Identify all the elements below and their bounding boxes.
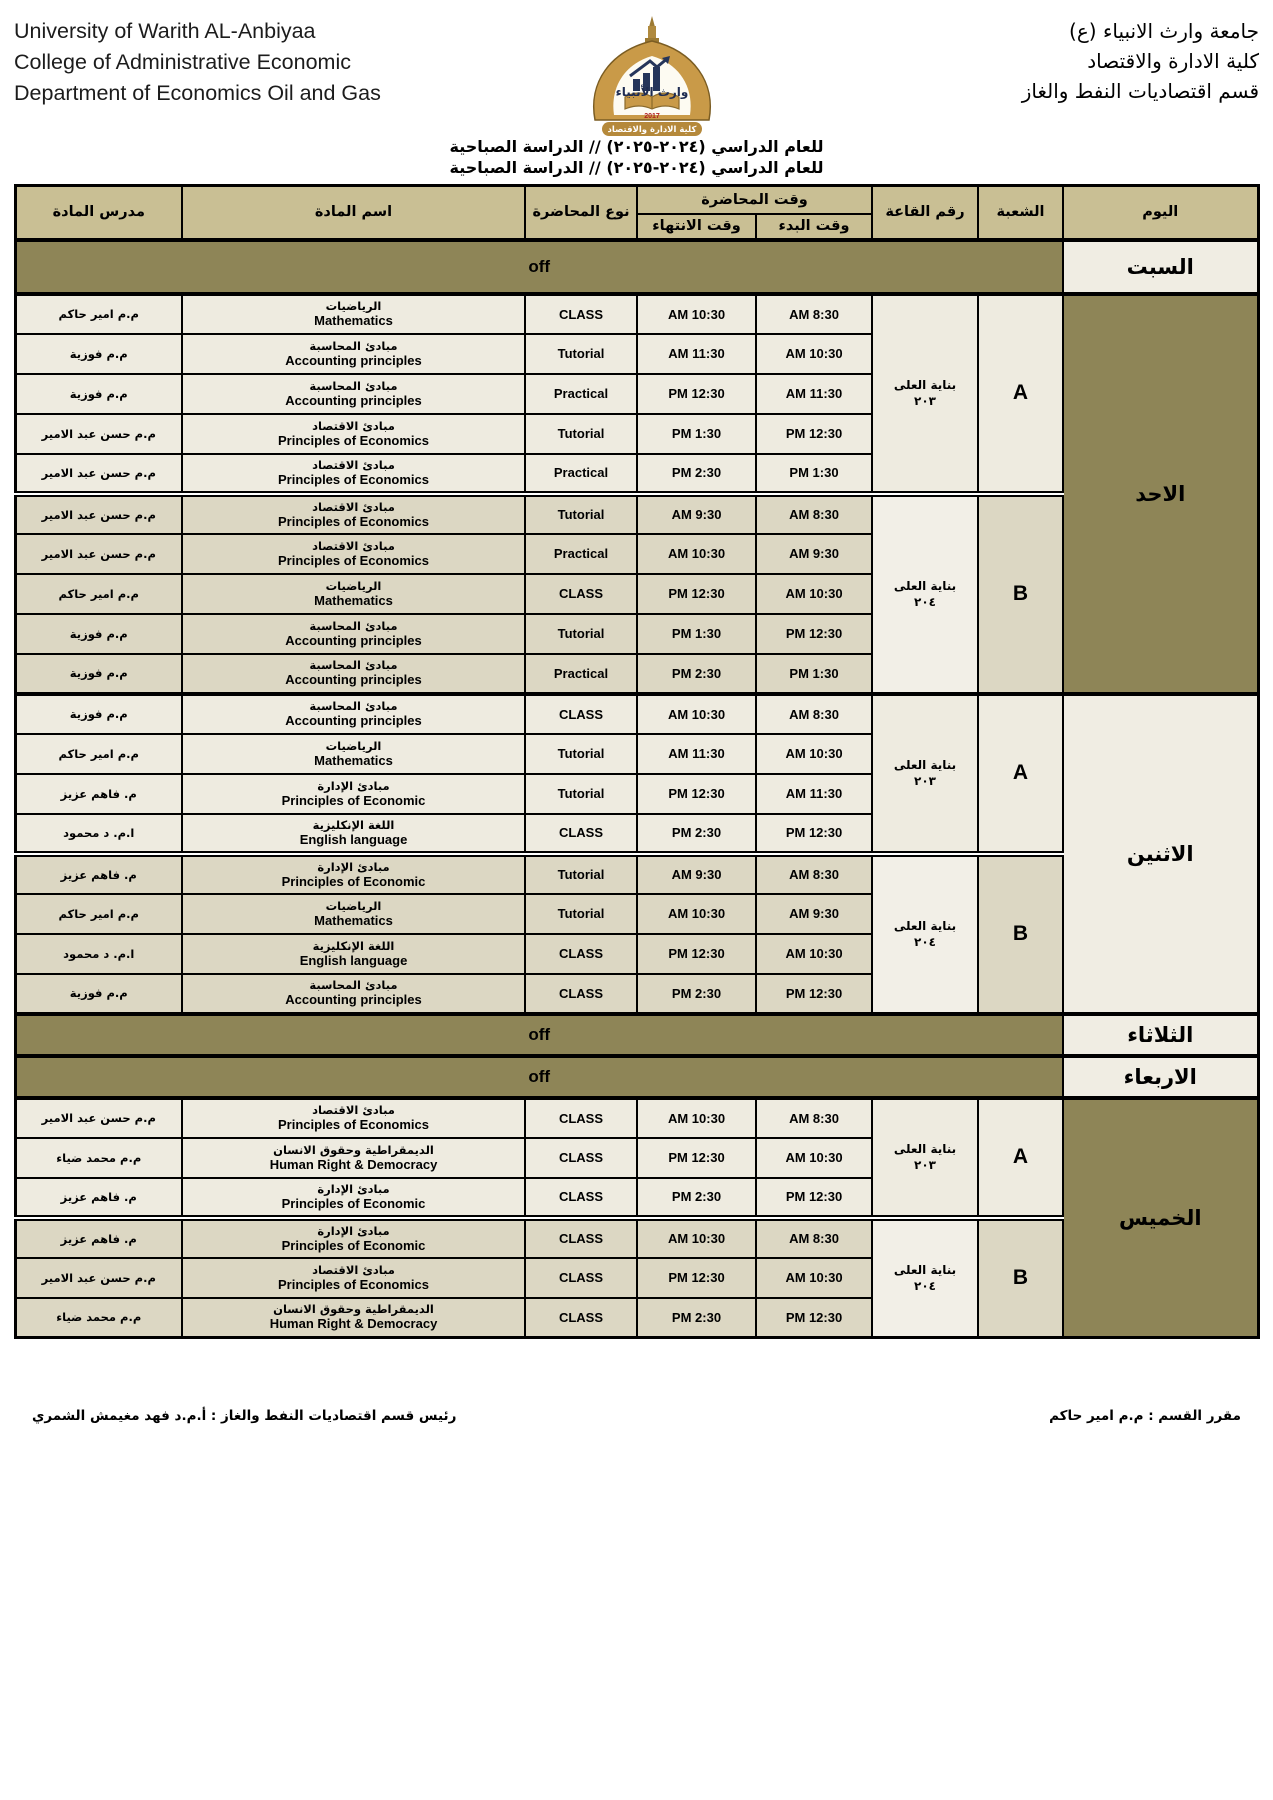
start-time-cell: 9:30 AM [756, 894, 872, 934]
subject-cell: مبادئ الاقتصاد Principles of Economics [182, 1258, 525, 1298]
type-cell: CLASS [525, 814, 637, 854]
day-cell-sunday: الاحد [1063, 294, 1258, 694]
teacher-cell: م.م امير حاكم [15, 734, 182, 774]
end-time-cell: 12:30 PM [637, 1258, 756, 1298]
type-cell: Practical [525, 534, 637, 574]
subject-cell: الرياضيات Mathematics [182, 894, 525, 934]
type-cell: Tutorial [525, 854, 637, 894]
start-time-cell: 12:30 PM [756, 1298, 872, 1338]
type-cell: Tutorial [525, 334, 637, 374]
end-time-cell: 2:30 PM [637, 1178, 756, 1218]
department-line-en: Department of Economics Oil and Gas [14, 81, 381, 105]
room-cell-monday-b: بناية العلى ٢٠٤ [872, 854, 978, 1014]
type-cell: Practical [525, 374, 637, 414]
type-cell: CLASS [525, 974, 637, 1014]
type-cell: CLASS [525, 294, 637, 334]
letterhead [0, 0, 1273, 134]
col-header-section: الشعبة [978, 186, 1063, 240]
logo-calligraphy: وارث الأنبياء [615, 85, 688, 99]
room-cell-monday-a: بناية العلى ٢٠٣ [872, 694, 978, 854]
day-cell-tuesday: الثلاثاء [1063, 1014, 1258, 1056]
start-time-cell: 8:30 AM [756, 1098, 872, 1138]
subject-cell: مبادئ المحاسبة Accounting principles [182, 614, 525, 654]
start-time-cell: 10:30 AM [756, 334, 872, 374]
type-cell: Tutorial [525, 894, 637, 934]
room-cell-thursday-b: بناية العلى ٢٠٤ [872, 1218, 978, 1338]
university-line-ar: جامعة وارث الانبياء (ع) [1069, 19, 1259, 43]
col-header-type: نوع المحاضرة [525, 186, 637, 240]
teacher-cell: م. فاهم عزيز [15, 1218, 182, 1258]
start-time-cell: 12:30 PM [756, 814, 872, 854]
subject-cell: الديمقراطية وحقوق الانسان Human Right & Democracy [182, 1138, 525, 1178]
subject-cell: الديمقراطية وحقوق الانسان Human Right & Democracy [182, 1298, 525, 1338]
end-time-cell: 11:30 AM [637, 734, 756, 774]
teacher-cell: م.م حسن عبد الامير [15, 454, 182, 494]
teacher-cell: م.م فوزية [15, 334, 182, 374]
end-time-cell: 10:30 AM [637, 534, 756, 574]
table-row [15, 694, 1258, 734]
teacher-cell: م.م حسن عبد الامير [15, 414, 182, 454]
academic-year-titles [0, 136, 1273, 178]
start-time-cell: 8:30 AM [756, 694, 872, 734]
logo-year: 2017 [643, 113, 660, 120]
off-cell-wednesday: off [15, 1056, 1063, 1098]
teacher-cell: م. فاهم عزيز [15, 854, 182, 894]
type-cell: CLASS [525, 694, 637, 734]
room-cell-sunday-b: بناية العلى ٢٠٤ [872, 494, 978, 694]
day-cell-thursday: الخميس [1063, 1098, 1258, 1338]
university-name-english [14, 16, 444, 134]
teacher-cell: م.م امير حاكم [15, 894, 182, 934]
table-header-row [15, 186, 1258, 214]
footer-department-head: رئيس قسم اقتصاديات النفط والغاز : أ.م.د فهد مغيمش الشمري [32, 1408, 457, 1424]
table-row-tuesday [15, 1014, 1258, 1056]
teacher-cell: ا.م. د محمود [15, 814, 182, 854]
type-cell: CLASS [525, 1098, 637, 1138]
university-name-arabic [859, 16, 1259, 134]
section-cell-monday-a: A [978, 694, 1063, 854]
logo-container [444, 16, 859, 134]
subject-cell: مبادئ المحاسبة Accounting principles [182, 654, 525, 694]
col-header-teacher: مدرس المادة [15, 186, 182, 240]
end-time-cell: 10:30 AM [637, 894, 756, 934]
start-time-cell: 12:30 PM [756, 1178, 872, 1218]
type-cell: CLASS [525, 934, 637, 974]
table-row [15, 1098, 1258, 1138]
teacher-cell: م.م حسن عبد الامير [15, 1258, 182, 1298]
end-time-cell: 12:30 PM [637, 374, 756, 414]
signature-footer [0, 1408, 1273, 1424]
subject-cell: مبادئ الاقتصاد Principles of Economics [182, 414, 525, 454]
teacher-cell: ا.م. د محمود [15, 934, 182, 974]
end-time-cell: 9:30 AM [637, 854, 756, 894]
start-time-cell: 11:30 AM [756, 774, 872, 814]
teacher-cell: م.م فوزية [15, 654, 182, 694]
end-time-cell: 2:30 PM [637, 814, 756, 854]
schedule-table [14, 184, 1260, 1339]
teacher-cell: م.م فوزية [15, 694, 182, 734]
teacher-cell: م.م محمد ضياء [15, 1298, 182, 1338]
subject-cell: اللغة الإنكليزية English language [182, 814, 525, 854]
type-cell: Practical [525, 454, 637, 494]
start-time-cell: 11:30 AM [756, 374, 872, 414]
col-header-start-time: وقت البدء [756, 214, 872, 240]
start-time-cell: 10:30 AM [756, 574, 872, 614]
end-time-cell: 11:30 AM [637, 334, 756, 374]
end-time-cell: 12:30 PM [637, 934, 756, 974]
subject-cell: مبادئ الإدارة Principles of Economic [182, 774, 525, 814]
start-time-cell: 8:30 AM [756, 854, 872, 894]
teacher-cell: م.م امير حاكم [15, 294, 182, 334]
start-time-cell: 9:30 AM [756, 534, 872, 574]
start-time-cell: 12:30 PM [756, 414, 872, 454]
day-cell-monday: الاثنين [1063, 694, 1258, 1014]
start-time-cell: 10:30 AM [756, 1138, 872, 1178]
end-time-cell: 2:30 PM [637, 454, 756, 494]
logo-banner-text: كلية الادارة والاقتصاد [607, 125, 696, 135]
end-time-cell: 2:30 PM [637, 974, 756, 1014]
end-time-cell: 1:30 PM [637, 414, 756, 454]
subject-cell: مبادئ الإدارة Principles of Economic [182, 1218, 525, 1258]
end-time-cell: 2:30 PM [637, 1298, 756, 1338]
university-logo-icon [566, 16, 738, 138]
start-time-cell: 1:30 PM [756, 654, 872, 694]
type-cell: Tutorial [525, 414, 637, 454]
end-time-cell: 2:30 PM [637, 654, 756, 694]
table-row-wednesday [15, 1056, 1258, 1098]
type-cell: CLASS [525, 1298, 637, 1338]
university-line-en: University of Warith AL-Anbiyaa [14, 19, 316, 43]
col-header-room: رقم القاعة [872, 186, 978, 240]
teacher-cell: م.م فوزية [15, 614, 182, 654]
start-time-cell: 10:30 AM [756, 1258, 872, 1298]
college-line-en: College of Administrative Economic [14, 50, 351, 74]
end-time-cell: 12:30 PM [637, 774, 756, 814]
teacher-cell: م. فاهم عزيز [15, 774, 182, 814]
col-header-time-group: وقت المحاضرة [637, 186, 872, 214]
subject-cell: مبادئ الاقتصاد Principles of Economics [182, 494, 525, 534]
type-cell: CLASS [525, 574, 637, 614]
end-time-cell: 10:30 AM [637, 694, 756, 734]
teacher-cell: م.م امير حاكم [15, 574, 182, 614]
title-line-1: للعام الدراسي (٢٠٢٤-٢٠٢٥) // الدراسة الصباحية [449, 137, 824, 156]
section-cell-sunday-b: B [978, 494, 1063, 694]
teacher-cell: م.م حسن عبد الامير [15, 494, 182, 534]
end-time-cell: 1:30 PM [637, 614, 756, 654]
col-header-subject: اسم المادة [182, 186, 525, 240]
room-cell-sunday-a: بناية العلى ٢٠٣ [872, 294, 978, 494]
department-line-ar: قسم اقتصاديات النفط والغاز [1021, 79, 1259, 103]
off-cell-saturday: off [15, 240, 1063, 294]
table-row-saturday [15, 240, 1258, 294]
col-header-day: اليوم [1063, 186, 1258, 240]
type-cell: Tutorial [525, 494, 637, 534]
start-time-cell: 12:30 PM [756, 974, 872, 1014]
teacher-cell: م.م محمد ضياء [15, 1138, 182, 1178]
off-cell-tuesday: off [15, 1014, 1063, 1056]
section-cell-sunday-a: A [978, 294, 1063, 494]
subject-cell: مبادئ المحاسبة Accounting principles [182, 374, 525, 414]
subject-cell: مبادئ المحاسبة Accounting principles [182, 334, 525, 374]
subject-cell: مبادئ الاقتصاد Principles of Economics [182, 454, 525, 494]
type-cell: Tutorial [525, 614, 637, 654]
type-cell: CLASS [525, 1218, 637, 1258]
teacher-cell: م.م فوزية [15, 374, 182, 414]
subject-cell: مبادئ الاقتصاد Principles of Economics [182, 1098, 525, 1138]
day-cell-saturday: السبت [1063, 240, 1258, 294]
teacher-cell: م.م حسن عبد الامير [15, 534, 182, 574]
subject-cell: مبادئ الإدارة Principles of Economic [182, 854, 525, 894]
subject-cell: مبادئ المحاسبة Accounting principles [182, 694, 525, 734]
section-cell-thursday-a: A [978, 1098, 1063, 1218]
day-cell-wednesday: الاربعاء [1063, 1056, 1258, 1098]
subject-cell: الرياضيات Mathematics [182, 294, 525, 334]
subject-cell: الرياضيات Mathematics [182, 574, 525, 614]
start-time-cell: 1:30 PM [756, 454, 872, 494]
section-cell-thursday-b: B [978, 1218, 1063, 1338]
room-cell-thursday-a: بناية العلى ٢٠٣ [872, 1098, 978, 1218]
start-time-cell: 8:30 AM [756, 294, 872, 334]
end-time-cell: 12:30 PM [637, 574, 756, 614]
end-time-cell: 10:30 AM [637, 294, 756, 334]
type-cell: Tutorial [525, 774, 637, 814]
start-time-cell: 10:30 AM [756, 934, 872, 974]
type-cell: Practical [525, 654, 637, 694]
section-cell-monday-b: B [978, 854, 1063, 1014]
start-time-cell: 10:30 AM [756, 734, 872, 774]
subject-cell: مبادئ الاقتصاد Principles of Economics [182, 534, 525, 574]
type-cell: CLASS [525, 1138, 637, 1178]
start-time-cell: 8:30 AM [756, 494, 872, 534]
col-header-end-time: وقت الانتهاء [637, 214, 756, 240]
teacher-cell: م.م فوزية [15, 974, 182, 1014]
type-cell: CLASS [525, 1178, 637, 1218]
end-time-cell: 12:30 PM [637, 1138, 756, 1178]
start-time-cell: 12:30 PM [756, 614, 872, 654]
college-line-ar: كلية الادارة والاقتصاد [1087, 49, 1259, 73]
title-line-2: للعام الدراسي (٢٠٢٤-٢٠٢٥) // الدراسة الصباحية [449, 158, 824, 177]
end-time-cell: 9:30 AM [637, 494, 756, 534]
subject-cell: مبادئ الإدارة Principles of Economic [182, 1178, 525, 1218]
teacher-cell: م.م حسن عبد الامير [15, 1098, 182, 1138]
end-time-cell: 10:30 AM [637, 1218, 756, 1258]
end-time-cell: 10:30 AM [637, 1098, 756, 1138]
subject-cell: الرياضيات Mathematics [182, 734, 525, 774]
teacher-cell: م. فاهم عزيز [15, 1178, 182, 1218]
footer-coordinator: مقرر القسم : م.م امير حاكم [1049, 1408, 1241, 1424]
type-cell: Tutorial [525, 734, 637, 774]
type-cell: CLASS [525, 1258, 637, 1298]
subject-cell: اللغة الإنكليزية English language [182, 934, 525, 974]
subject-cell: مبادئ المحاسبة Accounting principles [182, 974, 525, 1014]
table-row [15, 294, 1258, 334]
start-time-cell: 8:30 AM [756, 1218, 872, 1258]
